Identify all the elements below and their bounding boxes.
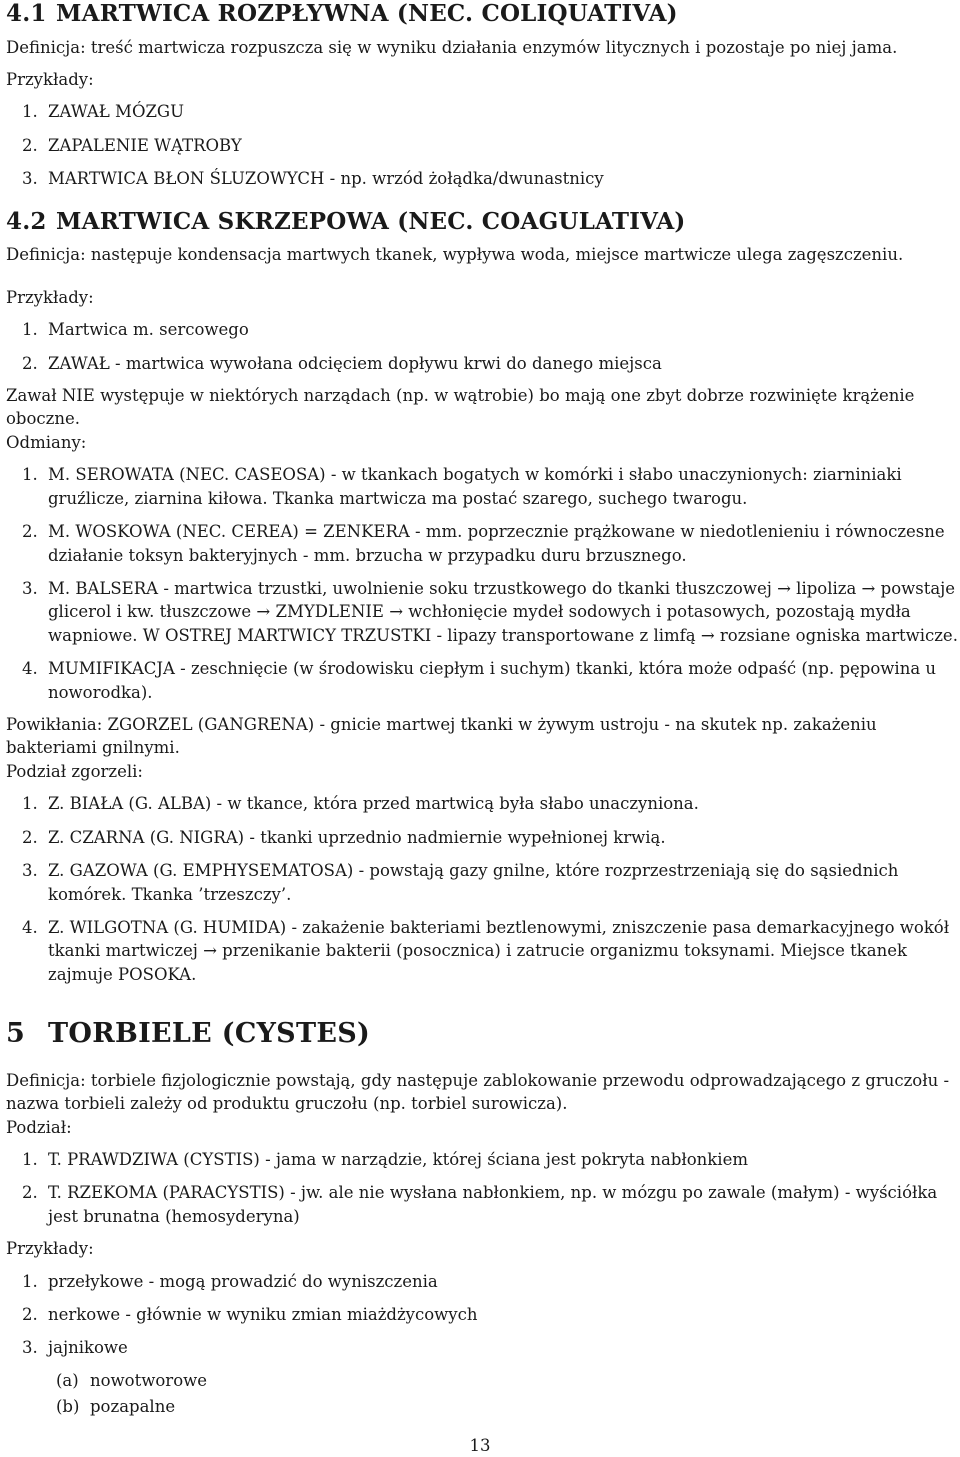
complications: Powikłania: ZGORZEL (GANGRENA) - gnicie martwej tkanki w żywym ustroju - na skutek np. zakażeniu bakteriami gnilnymi. xyxy=(6,715,877,758)
item-number: 2. xyxy=(22,1183,38,1203)
examples-label: Przykłady: xyxy=(6,287,94,307)
list-item xyxy=(6,916,958,986)
list-item xyxy=(6,167,958,190)
definition: Definicja: następuje kondensacja martwych tkanek, wypływa woda, miejsce martwicze ulega zagęszczeniu. xyxy=(6,245,904,265)
list-item xyxy=(6,1336,958,1359)
list-item xyxy=(6,520,958,567)
section-4-1-heading xyxy=(6,0,958,28)
item-text: T. PRAWDZIWA (CYSTIS) - jama w narządzie, której ściana jest pokryta nabłonkiem xyxy=(48,1149,748,1169)
document-page xyxy=(6,0,958,1419)
list-item xyxy=(6,792,958,815)
item-text: nowotworowe xyxy=(90,1370,208,1390)
list-item xyxy=(6,1181,958,1228)
item-text: MARTWICA BŁON ŚLUZOWYCH - np. wrzód żołądka/dwunastnicy xyxy=(48,169,604,189)
examples-list xyxy=(6,318,958,375)
section-number: 4.1 xyxy=(6,0,47,27)
page-number: 13 xyxy=(469,1436,491,1455)
variants-list xyxy=(6,463,958,704)
division-label: Podział: xyxy=(6,1117,72,1137)
examples-label: Przykłady: xyxy=(6,1239,94,1259)
list-item xyxy=(6,657,958,704)
gangrene-list xyxy=(6,792,958,986)
list-item xyxy=(6,577,958,647)
item-number: 2. xyxy=(22,827,38,847)
item-text: ZAPALENIE WĄTROBY xyxy=(48,135,242,155)
examples-list xyxy=(6,100,958,190)
section-title: TORBIELE (CYSTES) xyxy=(48,1018,371,1050)
section-4-2-heading xyxy=(6,208,958,236)
item-number: 1. xyxy=(22,794,38,814)
item-text: MUMIFIKACJA - zeschnięcie (w środowisku ciepłym i suchym) tkanki, która może odpaść (np. pępowina u noworodka). xyxy=(48,659,937,702)
definition: Definicja: torbiele fizjologicznie powstają, gdy następuje zablokowanie przewodu odprowadzającego z gruczołu - nazwa torbieli zależy od produktu gruczołu (np. torbiel surowicza). xyxy=(6,1070,950,1114)
item-text: M. SEROWATA (NEC. CASEOSA) - w tkankach bogatych w komórki i słabo unaczynionych: ziarniniaki gruźlicze, ziarnina kiłowa. Tkanka martwicza ma postać szarego, suchego twarogu. xyxy=(48,465,902,508)
item-text: przełykowe - mogą prowadzić do wyniszczenia xyxy=(48,1271,438,1291)
list-item xyxy=(6,1148,958,1171)
item-text: ZAWAŁ - martwica wywołana odcięciem dopływu krwi do danego miejsca xyxy=(48,353,662,373)
section-5-heading xyxy=(6,1018,958,1050)
variants-label: Odmiany: xyxy=(6,432,87,452)
item-text: ZAWAŁ MÓZGU xyxy=(48,102,185,122)
list-item xyxy=(6,826,958,849)
item-number: 1. xyxy=(22,320,38,340)
list-item xyxy=(6,463,958,510)
item-number: 4. xyxy=(22,659,38,679)
list-item xyxy=(6,134,958,157)
item-number: 3. xyxy=(22,169,38,189)
list-item xyxy=(6,1270,958,1293)
item-number: 2. xyxy=(22,353,38,373)
item-text: Z. GAZOWA (G. EMPHYSEMATOSA) - powstają gazy gnilne, które rozprzestrzeniają się do sąsiednich komórek. Tkanka ’trzeszczy’. xyxy=(48,861,899,904)
item-number: 2. xyxy=(22,1305,38,1325)
examples-label: Przykłady: xyxy=(6,70,94,90)
item-text: Martwica m. sercowego xyxy=(48,320,249,340)
item-text: Z. BIAŁA (G. ALBA) - w tkance, która przed martwicą była słabo unaczyniona. xyxy=(48,794,699,814)
list-item xyxy=(6,352,958,375)
item-text: pozapalne xyxy=(90,1397,176,1417)
list-item xyxy=(6,1303,958,1326)
item-letter: (a) xyxy=(56,1370,79,1390)
item-number: 1. xyxy=(22,1271,38,1291)
section-title: MARTWICA SKRZEPOWA (NEC. COAGULATIVA) xyxy=(56,207,686,235)
list-item xyxy=(6,318,958,341)
item-number: 3. xyxy=(22,578,38,598)
item-text: Z. CZARNA (G. NIGRA) - tkanki uprzednio nadmiernie wypełnionej krwią. xyxy=(48,827,666,847)
item-number: 3. xyxy=(22,1338,38,1358)
division-list xyxy=(6,1148,958,1228)
sub-list xyxy=(6,1369,958,1419)
item-text: jajnikowe xyxy=(48,1338,128,1358)
item-text: Z. WILGOTNA (G. HUMIDA) - zakażenie bakteriami beztlenowymi, zniszczenie pasa demarkacyjnego wokół tkanki martwiczej → przenikanie bakterii (posocznica) i zatrucie organizmu toksynami. Miejsce tkanek zajmuje POSOKA. xyxy=(48,918,950,984)
sub-list-item xyxy=(6,1369,958,1392)
item-number: 1. xyxy=(22,465,38,485)
item-text: M. WOSKOWA (NEC. CEREA) = ZENKERA - mm. poprzecznie prążkowane w niedotlenieniu i równoczesne działanie toksyn bakteryjnych - mm. brzucha w przypadku duru brzusznego. xyxy=(48,522,945,565)
sub-list-item xyxy=(6,1395,958,1418)
item-number: 4. xyxy=(22,918,38,937)
item-text: nerkowe - głównie w wyniku zmian miażdżycowych xyxy=(48,1305,478,1325)
list-item xyxy=(6,100,958,123)
item-text: T. RZEKOMA (PARACYSTIS) - jw. ale nie wysłana nabłonkiem, np. w mózgu po zawale (małym) - wyściółka jest brunatna (hemosyderyna) xyxy=(48,1183,938,1226)
section-number: 4.2 xyxy=(6,207,47,235)
item-number: 2. xyxy=(22,135,38,155)
item-text: M. BALSERA - martwica trzustki, uwolnienie soku trzustkowego do tkanki tłuszczowej → lipoliza → powstaje glicerol i kw. tłuszczowe → ZMYDLENIE → wchłonięcie mydeł sodowych i potasowych, pozostają mydła wapniowe. W OSTREJ MARTWICY TRZUSTKI - lipazy transportowane z limfą → rozsiane ogniska martwicze. xyxy=(48,578,958,645)
section-title: MARTWICA ROZPŁYWNA (NEC. COLIQUATIVA) xyxy=(56,0,678,27)
item-number: 3. xyxy=(22,861,38,881)
item-number: 2. xyxy=(22,522,38,542)
gangrene-label: Podział zgorzeli: xyxy=(6,761,143,781)
note: Zawał NIE występuje w niektórych narządach (np. w wątrobie) bo mają one zbyt dobrze rozwinięte krążenie oboczne. xyxy=(6,385,915,429)
examples-list xyxy=(6,1270,958,1360)
list-item xyxy=(6,859,958,906)
definition: Definicja: treść martwicza rozpuszcza się w wyniku działania enzymów litycznych i pozostaje po niej jama. xyxy=(6,37,898,57)
section-number: 5 xyxy=(6,1018,26,1050)
item-letter: (b) xyxy=(56,1397,80,1417)
item-number: 1. xyxy=(22,102,38,122)
item-number: 1. xyxy=(22,1149,38,1169)
